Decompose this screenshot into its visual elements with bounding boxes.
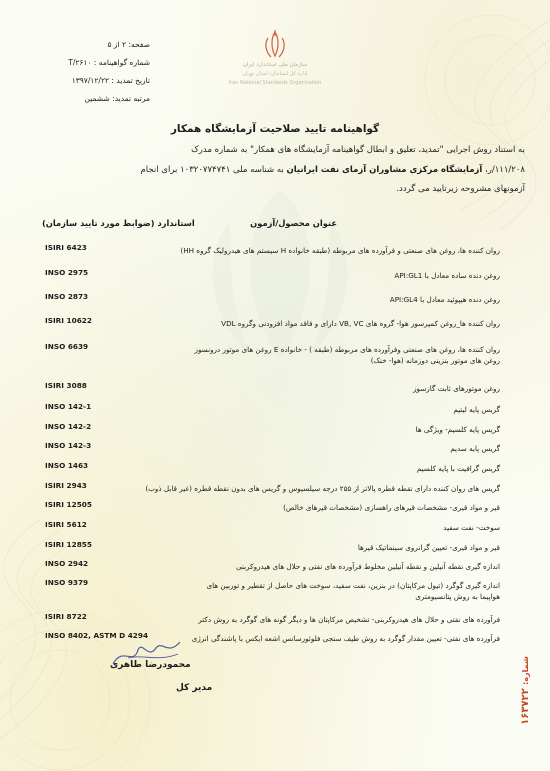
product-test-title: روغن دنده هیپوئید معادل با API:GL4 <box>389 295 500 304</box>
signatory-title: مدیر کل <box>176 683 213 693</box>
product-test-title: روغن دنده ساده معادل با API:GL1 <box>394 271 500 280</box>
standard-code: ISIRI 6423 <box>45 243 87 252</box>
product-test-title: قیر و مواد قیری- مشخصات قیرهای راهسازی (مشخصات قیرهای خالص) <box>283 503 500 512</box>
certificate-number: شماره گواهینامه : ۲۶۱۰/T <box>68 58 150 67</box>
standard-code: INSO 142-1 <box>45 402 92 411</box>
standard-code: ISIRI 8722 <box>45 612 87 621</box>
product-test-title-cont: هواپیما به روش پتانسیومتری <box>415 592 500 601</box>
serial-value: ۱۶۳۷۲۲ <box>520 688 531 725</box>
standard-code: ISIRI 2943 <box>45 481 87 490</box>
certificate-title: گواهینامه تایید صلاحیت آزمایشگاه همکار <box>170 123 380 135</box>
standard-code: INSO 2975 <box>45 268 89 277</box>
org-name-en: Iran National Standards Organization <box>228 80 322 86</box>
product-test-title: گریس های روان کننده دارای نقطه قطره پالاتر از ۲۵۵ درجه سیلسیوس و گریس های بدون نقطه قطره (غیر قابل ذوب) <box>145 484 500 493</box>
intro-ref: ۱۱۱/۲۰۸/ر، <box>482 165 525 175</box>
standard-code: ISIRI 12505 <box>45 500 92 509</box>
column-header-product: عنوان محصول/آزمون <box>250 218 337 228</box>
product-test-title: روان کننده ها_روغن کمپرسور هوا- گروه های VB, VC دارای و فاقد مواد افزودنی وگروه VDL <box>221 319 500 328</box>
standard-code: ISIRI 5612 <box>45 520 87 529</box>
org-subunit: اداره کل استاندارد استان تهران <box>242 71 308 77</box>
serial-number <box>520 650 531 725</box>
renewal-date: تاریخ تمدید : ۱۳۹۷/۱۲/۲۲ <box>71 76 150 85</box>
page-number: صفحه: ۲ از ۵ <box>107 40 150 49</box>
standard-code: INSO 9379 <box>45 578 89 587</box>
standard-code: INSO 142-3 <box>45 441 92 450</box>
standard-code: INSO 8402, ASTM D 4294 <box>45 631 149 640</box>
renewal-rank: مرتبه تمدید: ششمین <box>84 94 150 103</box>
serial-label: شماره: <box>521 656 530 685</box>
product-test-title: روان کننده ها، روغن های صنعتی و فرآورده های مربوطه (طبقه خانواده H سیستم های هیدرولیک گروه HH) <box>180 246 500 255</box>
product-test-title: گریس گرافیت با پایه کلسیم <box>416 464 500 473</box>
product-test-title: گریس پایه سدیم <box>450 444 500 453</box>
product-test-title: سوخت- نفت سفید <box>443 523 500 532</box>
standard-code: INSO 2942 <box>45 559 89 568</box>
standard-code: ISIRI 3088 <box>45 381 87 390</box>
product-test-title: اندازه گیری نقطه آنیلین و نقطه آنیلین مخلوط فرآورده های نفتی و حلال های هیدروکربنی <box>236 562 500 571</box>
product-test-title-cont: روغن های موتور بنزینی دوزمانه (هوا- خنک) <box>370 356 500 365</box>
org-name: سازمان ملی استاندارد ایران <box>242 62 308 68</box>
signatory-name: محمودرضا طاهری <box>110 660 191 670</box>
intro-line-1: به استناد روش اجرایی "تمدید، تعلیق و ابطال گواهینامه آزمایشگاه های همکار" به شماره مدرک <box>191 145 525 155</box>
intro-national-id: به شناسه ملی ۱۰۳۲۰۷۷۴۷۴۱ برای انجام <box>140 165 287 175</box>
standard-code: INSO 2873 <box>45 292 89 301</box>
product-test-title: اندازه گیری گوگرد (تیول مرکاپتان) در بنزین، نفت سفید، سوخت های حاصل از تقطیر و توربین های <box>206 581 500 590</box>
iran-emblem-icon <box>262 30 288 60</box>
standard-code: INSO 6639 <box>45 342 89 351</box>
product-test-title: قیر و مواد قیری- تعیین گرانروی سینماتیک قیرها <box>357 543 500 552</box>
product-test-title: گریس پایه لیتیم <box>453 405 500 414</box>
lab-name: آزمایشگاه مرکزی مشاوران آزمای نفت ایرانیان <box>286 165 483 175</box>
standard-code: ISIRI 12855 <box>45 540 92 549</box>
product-test-title: روان کننده ها، روغن های صنعتی وفرآورده های مربوطه (طبقه ) - خانواده E روغن های موتور درونسوز <box>194 345 500 354</box>
product-test-title: فرآورده های نفتی- تعیین مقدار گوگرد به روش طیف سنجی فلوئورسانس اشعه ایکس با پاشندگی انرژی <box>191 634 500 643</box>
standard-code: ISIRI 10622 <box>45 316 92 325</box>
column-header-standard: استاندارد (ضوابط مورد تایید سازمان) <box>42 218 195 228</box>
intro-line-3: آزمونهای مشروحه زیرتایید می گردد. <box>396 184 525 194</box>
intro-line-2 <box>40 165 525 175</box>
product-test-title: گریس پایه کلسیم- ویژگی ها <box>415 425 500 434</box>
product-test-title: فرآورده های نفتی و حلال های هیدروکربنی- تشخیص مرکاپتان ها و دیگر گونه های گوگرد به روش دکتر <box>198 615 500 624</box>
product-test-title: روغن موتورهای ثابت گازسوز <box>413 384 500 393</box>
standard-code: INSO 1463 <box>45 461 89 470</box>
standard-code: INSO 142-2 <box>45 422 92 431</box>
